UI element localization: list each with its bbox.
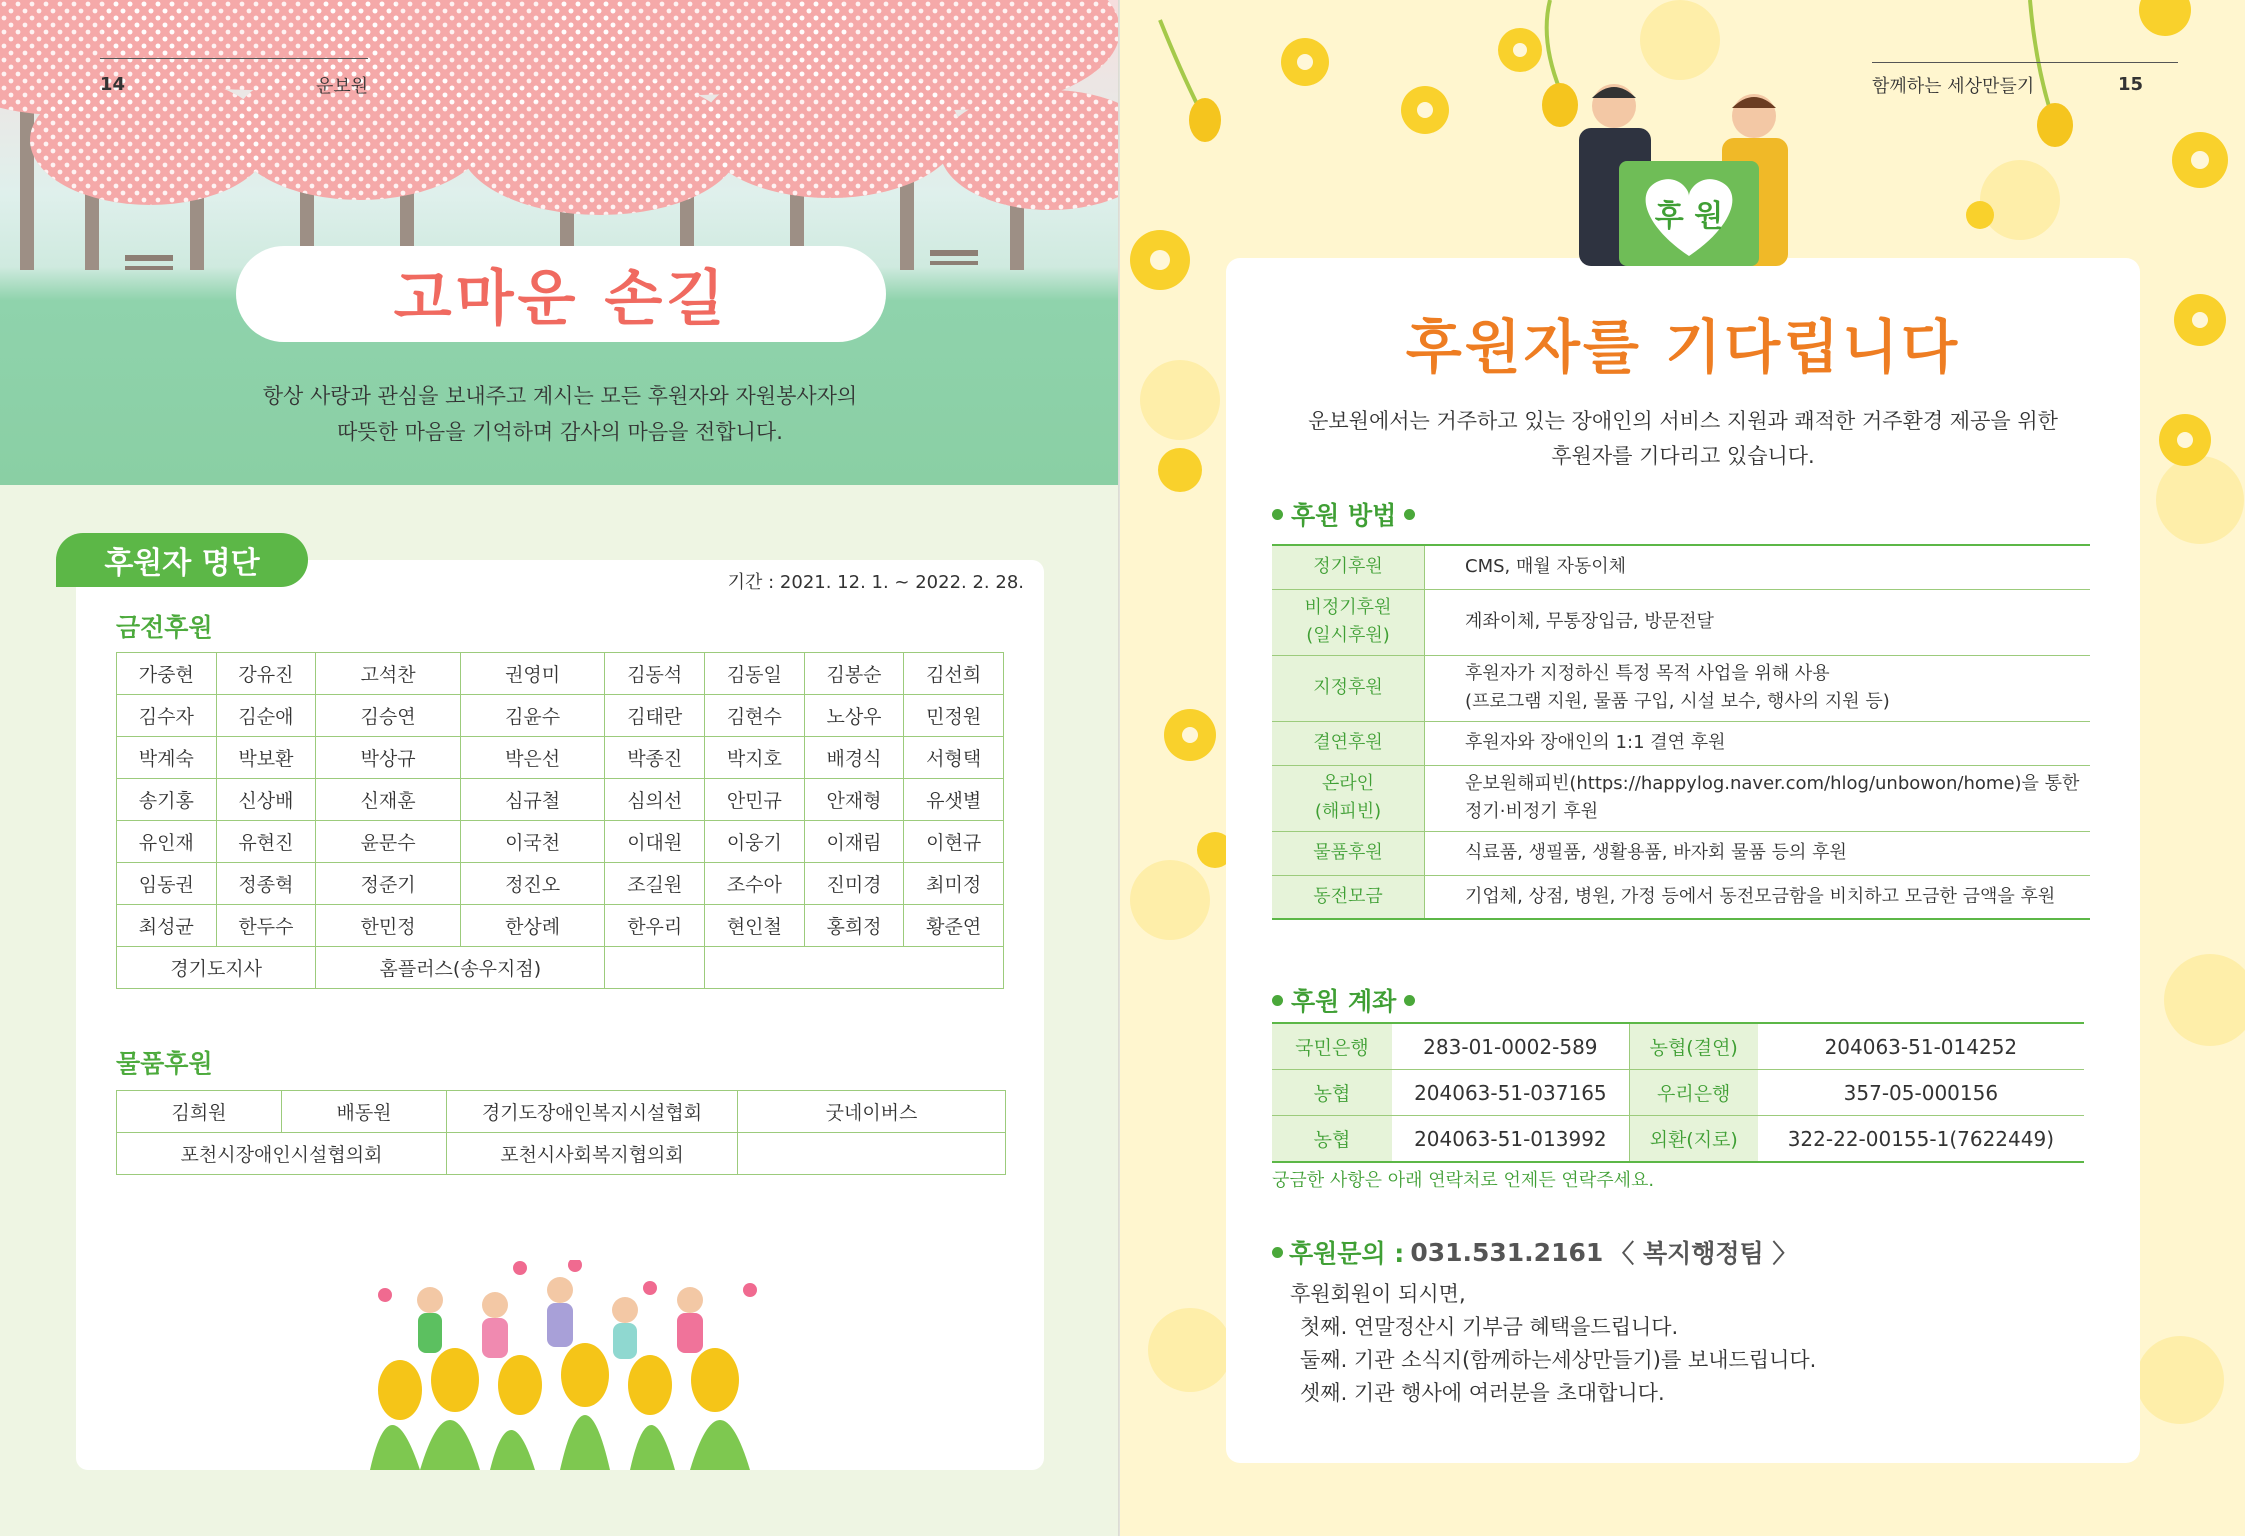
- table-cell: 경기도장애인복지시설협회: [447, 1091, 738, 1133]
- donor-name-cell: 김현수: [705, 695, 805, 737]
- donor-name-cell: 유인재: [117, 821, 217, 863]
- donor-name-cell: 심규철: [460, 779, 605, 821]
- page-number: 14: [100, 74, 126, 95]
- donor-name-cell: 이웅기: [705, 821, 805, 863]
- benefit-line: 첫째. 연말정산시 기부금 혜택을드립니다.: [1300, 1315, 1679, 1339]
- table-row: [117, 1091, 1006, 1133]
- right-page: [1120, 0, 2245, 1536]
- goods-donor-table: [116, 1090, 1006, 1175]
- account-number-cell: 283-01-0002-589: [1392, 1023, 1629, 1070]
- contact-label: 후원문의 :: [1289, 1239, 1405, 1268]
- contact-phone: 031.531.2161: [1410, 1237, 1604, 1267]
- method-key-cell: [1272, 545, 1425, 589]
- running-head: 함께하는 세상만들기: [1872, 76, 2035, 97]
- table-row: [1272, 1023, 2084, 1070]
- method-key-line: 물품후원: [1313, 842, 1383, 863]
- table-row: [117, 905, 1004, 947]
- account-number-cell: 204063-51-014252: [1758, 1023, 2084, 1070]
- donor-name-cell: 한두수: [216, 905, 316, 947]
- bullet-dot-icon: [1272, 995, 1283, 1006]
- benefit-line: 후원회원이 되시면,: [1290, 1282, 1466, 1306]
- method-key-line: 정기후원: [1313, 556, 1383, 578]
- method-value-line: 식료품, 생필품, 생활용품, 바자회 물품 등의 후원: [1465, 842, 1847, 863]
- bullet-dot-icon: [1272, 1247, 1283, 1258]
- contact-team: 〈 복지행정팀 〉: [1609, 1239, 1798, 1268]
- donor-name-cell: 안민규: [705, 779, 805, 821]
- method-key-cell: [1272, 589, 1425, 655]
- table-row: [1272, 721, 2090, 765]
- donor-name-cell: 최미정: [904, 863, 1004, 905]
- account-number-cell: 204063-51-037165: [1392, 1070, 1629, 1116]
- donor-name-cell: 권영미: [460, 653, 605, 695]
- method-heading: [1272, 496, 1415, 532]
- donor-name-cell: 한우리: [605, 905, 705, 947]
- intro-text: [160, 378, 960, 450]
- intro-line: 운보원에서는 거주하고 있는 장애인의 서비스 지원과 쾌적한 거주환경 제공을 위한: [1308, 409, 2058, 433]
- donor-name-cell: 진미경: [804, 863, 904, 905]
- children-tulips-illustration: [360, 1260, 780, 1470]
- donor-name-cell: 조수아: [705, 863, 805, 905]
- method-value-line: 운보원해피빈(https://happylog.naver.com/hlog/unbowon/home)을 통한: [1465, 773, 2080, 794]
- table-row: [117, 653, 1004, 695]
- donor-name-cell: 조길원: [605, 863, 705, 905]
- table-row: [117, 947, 1004, 989]
- donor-name-cell: 정준기: [316, 863, 461, 905]
- bank-name-cell: 국민은행: [1272, 1023, 1392, 1070]
- method-value-cell: [1425, 655, 2091, 721]
- table-row: [1272, 831, 2090, 875]
- donor-list-tab-label: 후원자 명단: [104, 546, 260, 581]
- table-cell: [738, 1133, 1006, 1175]
- page-title: 후원자를 기다립니다: [1405, 313, 1961, 381]
- table-cell: 포천시장애인시설협의회: [117, 1133, 447, 1175]
- method-key-line: 동전모금: [1313, 885, 1383, 907]
- method-key-cell: [1272, 765, 1425, 831]
- intro-line: 후원자를 기다리고 있습니다.: [1551, 444, 1815, 468]
- account-number-cell: 357-05-000156: [1758, 1070, 2084, 1116]
- intro-line: 따뜻한 마음을 기억하며 감사의 마음을 전합니다.: [337, 420, 783, 444]
- cash-donor-table: [116, 652, 1004, 989]
- donor-name-cell: 한민정: [316, 905, 461, 947]
- donor-name-cell: 고석찬: [316, 653, 461, 695]
- donor-name-cell: 정종혁: [216, 863, 316, 905]
- bank-account-table: [1272, 1022, 2084, 1163]
- donor-name-cell: 이국천: [460, 821, 605, 863]
- table-row: [1272, 655, 2090, 721]
- donor-name-cell: 현인철: [705, 905, 805, 947]
- cash-donation-title: 금전후원: [116, 613, 213, 642]
- method-key-line: 결연후원: [1313, 732, 1383, 753]
- support-badge: 후 원: [1654, 199, 1724, 234]
- donor-name-cell: 박종진: [605, 737, 705, 779]
- method-key-line: (해피빈): [1314, 801, 1382, 822]
- method-value-line: 계좌이체, 무통장입금, 방문전달: [1465, 611, 1714, 632]
- donor-name-cell: 민정원: [904, 695, 1004, 737]
- method-value-line: 정기·비정기 후원: [1465, 801, 1599, 822]
- table-cell: [705, 947, 1004, 989]
- table-row: [1272, 545, 2090, 589]
- method-key-cell: [1272, 655, 1425, 721]
- method-value-line: CMS, 매월 자동이체: [1465, 556, 1627, 578]
- donor-name-cell: 노상우: [804, 695, 904, 737]
- donor-name-cell: 한상례: [460, 905, 605, 947]
- donor-name-cell: 김승연: [316, 695, 461, 737]
- method-key-cell: [1272, 721, 1425, 765]
- donor-name-cell: 김태란: [605, 695, 705, 737]
- table-cell: [605, 947, 705, 989]
- couple-with-sign-illustration: [1564, 76, 1804, 266]
- contact-line: [1272, 1234, 1797, 1270]
- table-row: [1272, 765, 2090, 831]
- bank-name-cell: 농협: [1272, 1070, 1392, 1116]
- donor-name-cell: 윤문수: [316, 821, 461, 863]
- donor-name-cell: 김봉순: [804, 653, 904, 695]
- method-value-cell: [1425, 589, 2091, 655]
- method-value-cell: [1425, 875, 2091, 919]
- period-text: 기간 : 2021. 12. 1. ~ 2022. 2. 28.: [727, 572, 1024, 593]
- donor-name-cell: 박계숙: [117, 737, 217, 779]
- table-row: [1272, 875, 2090, 919]
- method-value-cell: [1425, 765, 2091, 831]
- table-cell: 홈플러스(송우지점): [316, 947, 605, 989]
- page-number: 15: [2118, 74, 2144, 95]
- intro-line: 항상 사랑과 관심을 보내주고 계시는 모든 후원자와 자원봉사자의: [262, 384, 858, 408]
- donor-name-cell: 유현진: [216, 821, 316, 863]
- benefit-line: 셋째. 기관 행사에 여러분을 초대합니다.: [1300, 1381, 1665, 1405]
- donor-name-cell: 김순애: [216, 695, 316, 737]
- title-pill: [236, 246, 886, 342]
- donor-name-cell: 이현규: [904, 821, 1004, 863]
- header-rule: [100, 58, 368, 59]
- table-row: [1272, 589, 2090, 655]
- donor-name-cell: 최성균: [117, 905, 217, 947]
- table-row: [117, 1133, 1006, 1175]
- table-row: [117, 695, 1004, 737]
- bank-name-cell: 농협(결연): [1629, 1023, 1758, 1070]
- goods-donation-title: 물품후원: [116, 1049, 213, 1078]
- table-row: [117, 779, 1004, 821]
- table-row: [117, 737, 1004, 779]
- method-key-line: 비정기후원: [1304, 597, 1392, 618]
- table-cell: 포천시사회복지협의회: [447, 1133, 738, 1175]
- donor-name-cell: 신상배: [216, 779, 316, 821]
- bullet-dot-icon: [1404, 995, 1415, 1006]
- donor-name-cell: 이재림: [804, 821, 904, 863]
- bank-name-cell: 우리은행: [1629, 1070, 1758, 1116]
- method-value-cell: [1425, 545, 2091, 589]
- page-title: 고마운 손길: [393, 264, 729, 334]
- donor-name-cell: 김선희: [904, 653, 1004, 695]
- table-row: [1272, 1070, 2084, 1116]
- table-cell: 경기도지사: [117, 947, 316, 989]
- account-heading: [1272, 982, 1415, 1018]
- method-value-cell: [1425, 831, 2091, 875]
- intro-text: [1226, 404, 2140, 474]
- donor-name-cell: 김동일: [705, 653, 805, 695]
- donor-name-cell: 김수자: [117, 695, 217, 737]
- donor-name-cell: 배경식: [804, 737, 904, 779]
- donor-name-cell: 가중현: [117, 653, 217, 695]
- contact-note: 궁금한 사항은 아래 연락처로 언제든 연락주세요.: [1272, 1170, 1655, 1191]
- bullet-dot-icon: [1404, 509, 1415, 520]
- bullet-dot-icon: [1272, 509, 1283, 520]
- method-value-line: 후원자가 지정하신 특정 목적 사업을 위해 사용: [1465, 663, 1830, 684]
- donor-name-cell: 신재훈: [316, 779, 461, 821]
- running-head: 운보원: [316, 76, 369, 97]
- table-row: [117, 821, 1004, 863]
- method-value-line: 기업체, 상점, 병원, 가정 등에서 동전모금함을 비치하고 모금한 금액을 후원: [1465, 885, 2056, 907]
- donor-name-cell: 정진오: [460, 863, 605, 905]
- donor-name-cell: 유샛별: [904, 779, 1004, 821]
- donor-name-cell: 강유진: [216, 653, 316, 695]
- left-page: [0, 0, 1120, 1536]
- donor-name-cell: 서형택: [904, 737, 1004, 779]
- donor-name-cell: 송기홍: [117, 779, 217, 821]
- account-number-cell: 204063-51-013992: [1392, 1116, 1629, 1163]
- donor-name-cell: 박상규: [316, 737, 461, 779]
- bank-name-cell: 외환(지로): [1629, 1116, 1758, 1163]
- support-method-table: [1272, 544, 2090, 920]
- donor-name-cell: 황준연: [904, 905, 1004, 947]
- method-key-line: (일시후원): [1306, 625, 1390, 646]
- donor-list-tab: [56, 533, 308, 587]
- benefit-line: 둘째. 기관 소식지(함께하는세상만들기)를 보내드립니다.: [1300, 1348, 1817, 1372]
- account-number-cell: 322-22-00155-1(7622449): [1758, 1116, 2084, 1163]
- method-value-cell: [1425, 721, 2091, 765]
- member-benefits: [1290, 1278, 1816, 1410]
- donor-name-cell: 김윤수: [460, 695, 605, 737]
- donor-name-cell: 박보환: [216, 737, 316, 779]
- method-key-line: 지정후원: [1313, 677, 1383, 698]
- table-cell: 굿네이버스: [738, 1091, 1006, 1133]
- method-value-line: 후원자와 장애인의 1:1 결연 후원: [1465, 732, 1726, 753]
- table-cell: 김희원: [117, 1091, 282, 1133]
- donor-name-cell: 김동석: [605, 653, 705, 695]
- method-heading-label: 후원 방법: [1291, 501, 1397, 530]
- table-cell: 배동원: [282, 1091, 447, 1133]
- table-row: [117, 863, 1004, 905]
- table-row: [1272, 1116, 2084, 1163]
- method-key-cell: [1272, 875, 1425, 919]
- method-key-cell: [1272, 831, 1425, 875]
- header-rule: [1872, 62, 2178, 63]
- donor-name-cell: 심의선: [605, 779, 705, 821]
- donor-name-cell: 이대원: [605, 821, 705, 863]
- account-heading-label: 후원 계좌: [1291, 987, 1397, 1016]
- donor-name-cell: 홍희정: [804, 905, 904, 947]
- donor-name-cell: 박은선: [460, 737, 605, 779]
- donor-name-cell: 박지호: [705, 737, 805, 779]
- method-value-line: (프로그램 지원, 물품 구입, 시설 보수, 행사의 지원 등): [1465, 691, 1890, 712]
- donor-name-cell: 임동권: [117, 863, 217, 905]
- method-key-line: 온라인: [1321, 773, 1375, 794]
- bank-name-cell: 농협: [1272, 1116, 1392, 1163]
- donor-name-cell: 안재형: [804, 779, 904, 821]
